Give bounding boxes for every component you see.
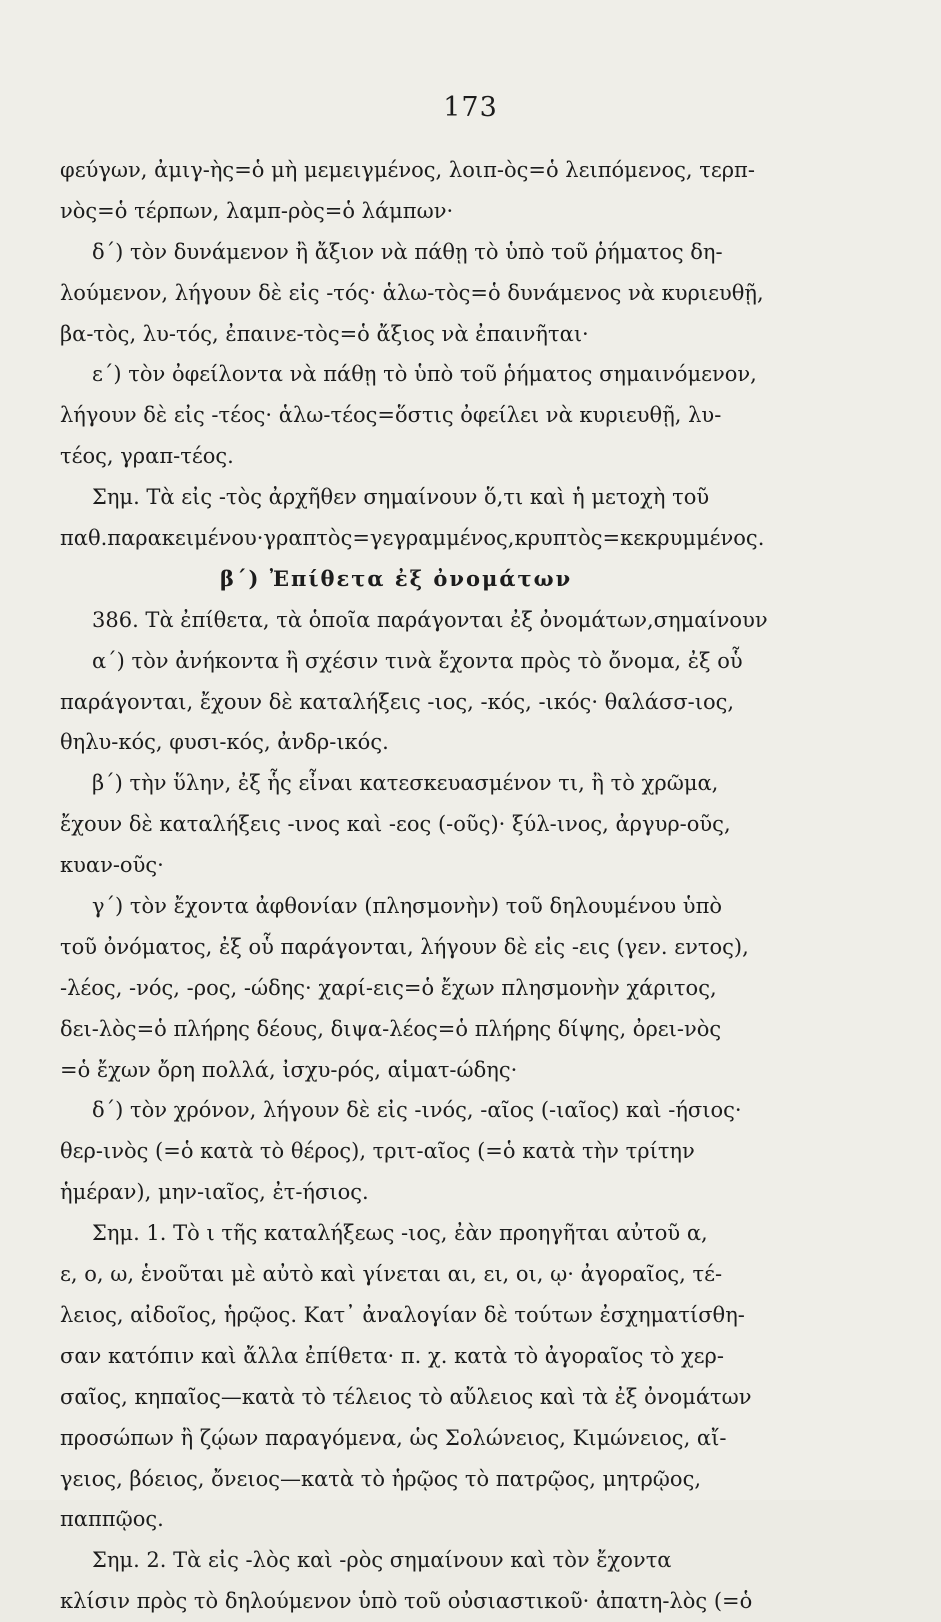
text-line: τοῦ ὀνόματος, ἐξ οὗ παράγονται, λήγουν δὲ εἰς -εις (γεν. εντος), (60, 934, 749, 959)
text-line: δει-λὸς=ὁ πλήρης δέους, διψα-λέος=ὁ πλήρης δίψης, ὀρει-νὸς (60, 1016, 722, 1041)
text-line: β΄) τὴν ὕλην, ἐξ ἧς εἶναι κατεσκευασμένον τι, ἢ τὸ χρῶμα, (92, 771, 719, 796)
text-line: θερ-ινὸς (=ὁ κατὰ τὸ θέρος), τριτ-αῖος (=ὁ κατὰ τὴν τρίτην (60, 1139, 695, 1164)
text-line: θηλυ-κός, φυσι-κός, ἀνδρ-ικός. (60, 730, 389, 755)
text-line: φεύγων, ἀμιγ-ὴς=ὁ μὴ μεμειγμένος, λοιπ-ὸς=ὁ λειπόμενος, τερπ- (60, 158, 755, 182)
text-line: σαν κατόπιν καὶ ἄλλα ἐπίθετα· π. χ. κατὰ τὸ ἀγοραῖος τὸ χερ- (60, 1343, 724, 1368)
text-line: ἡμέραν), μην-ιαῖος, ἐτ-ήσιος. (60, 1180, 369, 1205)
text-line: παθ.παρακειμένου·γραπτὸς=γεγραμμένος,κρυπτὸς=κεκρυμμένος. (60, 526, 765, 551)
text-line: προσώπων ἢ ζῴων παραγόμενα, ὡς Σολώνειος, Κιμώνειος, αἴ- (60, 1425, 727, 1450)
note-line: Σημ. Τὰ εἰς -τὸς ἀρχῆθεν σημαίνουν ὅ,τι καὶ ἡ μετοχὴ τοῦ (92, 485, 710, 510)
text-line: λήγουν δὲ εἰς -τέος· ἁλω-τέος=ὅστις ὀφείλει νὰ κυριευθῇ, λυ- (60, 403, 722, 428)
text-line: νὸς=ὁ τέρπων, λαμπ-ρὸς=ὁ λάμπων· (60, 198, 454, 223)
text-line: α΄) τὸν ἀνήκοντα ἢ σχέσιν τινὰ ἔχοντα πρὸς τὸ ὄνομα, ἐξ οὗ (92, 648, 743, 673)
text-line: βα-τὸς, λυ-τός, ἐπαινε-τὸς=ὁ ἄξιος νὰ ἐπαινῆται· (60, 321, 589, 346)
text-line: παράγονται, ἔχουν δὲ καταλήξεις -ιος, -κός, -ικός· θαλάσσ-ιος, (60, 689, 735, 714)
text-line: δ΄) τὸν δυνάμενον ἢ ἄξιον νὰ πάθῃ τὸ ὑπὸ τοῦ ῥήματος δη- (92, 239, 723, 264)
text-line: σαῖος, κηπαῖος—κατὰ τὸ τέλειος τὸ αὔλειος καὶ τὰ ἐξ ὀνομάτων (60, 1384, 752, 1409)
text-line: ἔχουν δὲ καταλήξεις -ινος καὶ -εος (-οῦς)· ξύλ-ινος, ἀργυρ-οῦς, (60, 812, 731, 837)
text-line: -λέος, -νός, -ρος, -ώδης· χαρί-εις=ὁ ἔχων πλησμονὴν χάριτος, (60, 975, 717, 1000)
text-line: =ὁ ἔχων ὄρη πολλά, ἰσχυ-ρός, αἱματ-ώδης· (60, 1057, 518, 1082)
text-line: λούμενον, λήγουν δὲ εἰς -τός· ἁλω-τὸς=ὁ δυνάμενος νὰ κυριευθῇ, (60, 280, 764, 305)
text-line: λειος, αἰδοῖος, ἡρῷος. Κατ᾽ ἀναλογίαν δὲ τούτων ἐσχηματίσθη- (60, 1302, 745, 1327)
text-line: κυαν-οῦς· (60, 853, 164, 878)
page-body (60, 150, 905, 1622)
note-line: Σημ. 2. Τὰ εἰς -λὸς καὶ -ρὸς σημαίνουν καὶ τὸν ἔχοντα (92, 1548, 672, 1573)
text-line: κλίσιν πρὸς τὸ δηλούμενον ὑπὸ τοῦ οὐσιαστικοῦ· ἀπατη-λὸς (=ὁ (60, 1589, 753, 1614)
text-line: παππῷος. (60, 1507, 164, 1532)
text-line: τέος, γραπ-τέος. (60, 444, 234, 469)
text-line: γ΄) τὸν ἔχοντα ἀφθονίαν (πλησμονὴν) τοῦ δηλουμένου ὑπὸ (92, 894, 723, 919)
note-line: Σημ. 1. Τὸ ι τῆς καταλήξεως -ιος, ἐὰν προηγῆται αὐτοῦ α, (92, 1221, 708, 1246)
section-heading: β΄) Ἐπίθετα ἐξ ὀνομάτων (220, 565, 573, 591)
text-line: γειος, βόειος, ὄνειος—κατὰ τὸ ἡρῷος τὸ πατρῷος, μητρῷος, (60, 1466, 702, 1491)
text-line: ε, ο, ω, ἑνοῦται μὲ αὐτὸ καὶ γίνεται αι, ει, οι, ῳ· ἀγοραῖος, τέ- (60, 1262, 723, 1287)
text-line: ε΄) τὸν ὀφείλοντα νὰ πάθῃ τὸ ὑπὸ τοῦ ῥήματος σημαινόμενον, (92, 362, 757, 387)
text-line: δ΄) τὸν χρόνον, λήγουν δὲ εἰς -ινός, -αῖος (-ιαῖος) καὶ -ήσιος· (92, 1098, 742, 1123)
page-number: 173 (443, 92, 498, 123)
paragraph-start: 386. Τὰ ἐπίθετα, τὰ ὁποῖα παράγονται ἐξ ὀνομάτων,σημαίνουν (92, 607, 768, 632)
